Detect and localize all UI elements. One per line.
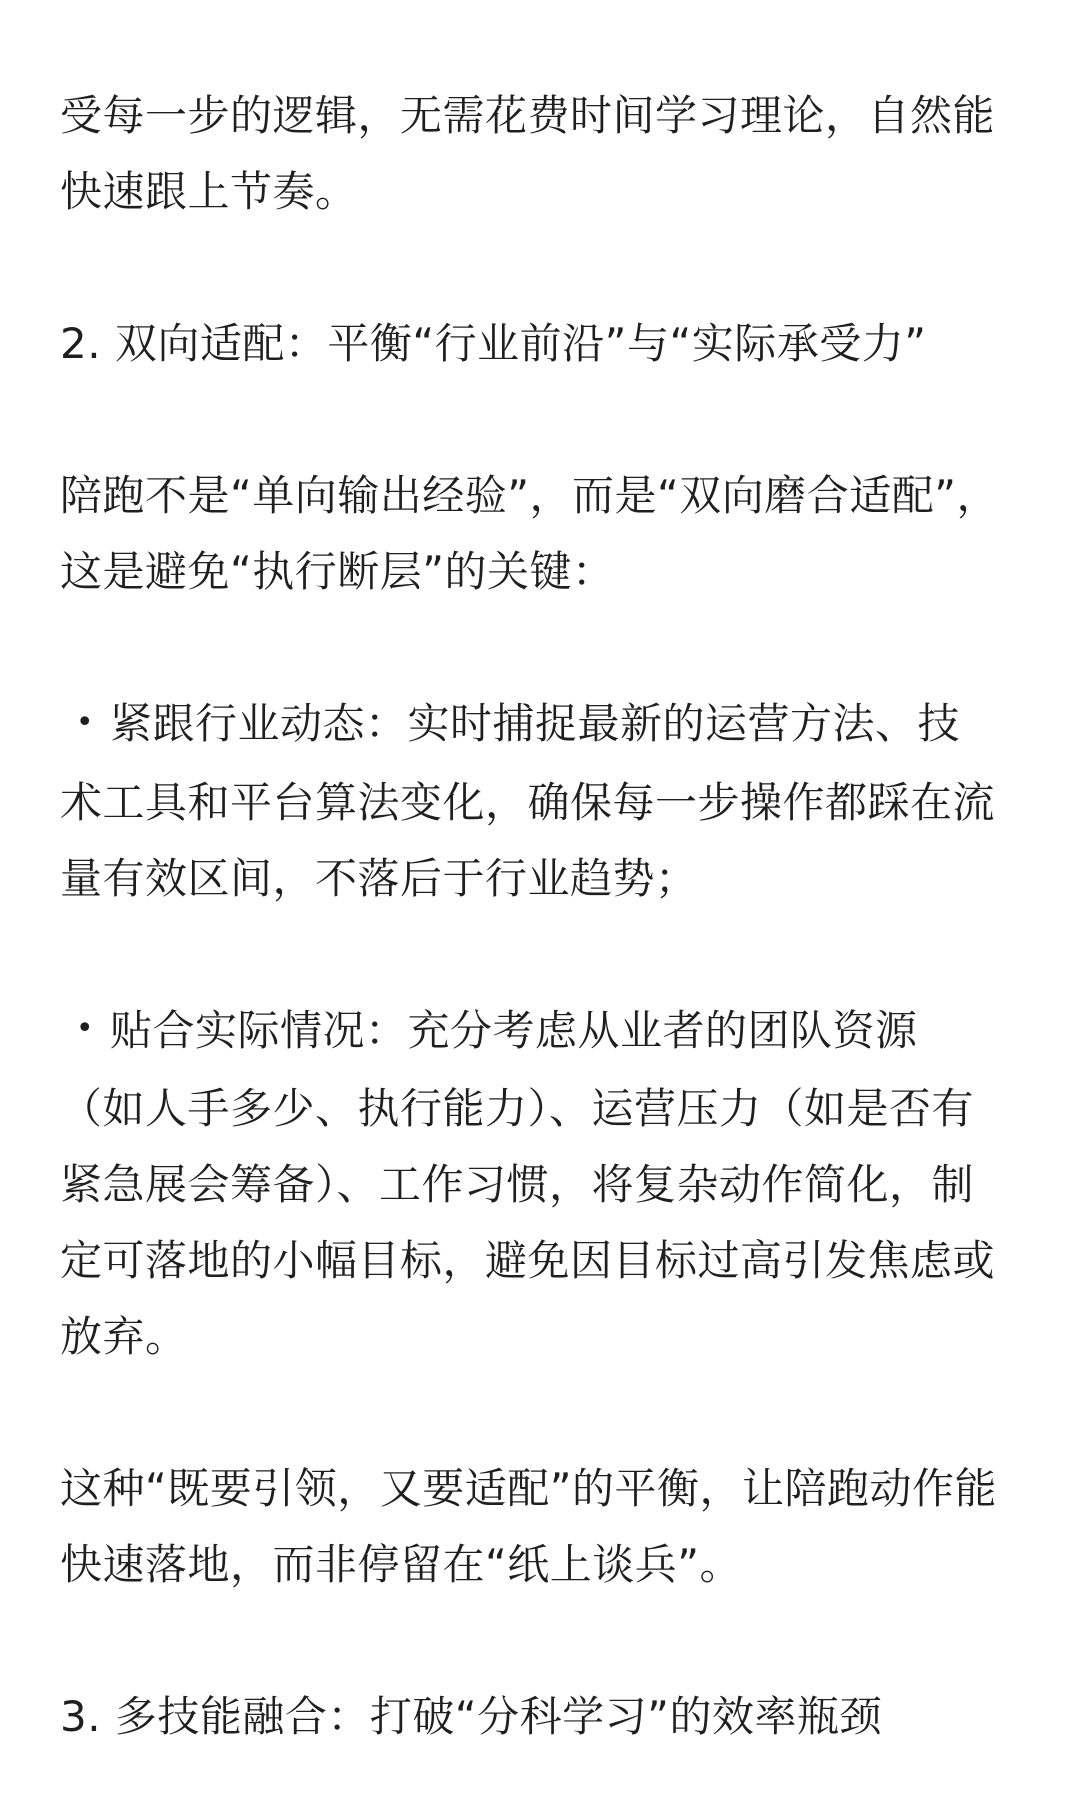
heading-text: 3. 多技能融合：打破“分科学习”的效率瓶颈 xyxy=(60,1692,882,1741)
text-line xyxy=(60,686,1030,765)
text-line: 量有效区间，不落后于行业趋势； xyxy=(60,853,698,903)
bullet-item-actual-situation xyxy=(60,993,1030,1376)
bullet-text: 紧跟行业动态：实时捕捉最新的运营方法、技 xyxy=(110,699,961,748)
text-line: 快速跟上节奏。 xyxy=(60,167,358,216)
text-line: 这是避免“执行断层”的关键： xyxy=(60,547,615,596)
text-line xyxy=(60,993,1030,1072)
text-line: 术工具和平台算法变化，确保每一步操作都踩在流 xyxy=(60,777,996,827)
article-body xyxy=(60,78,1030,1755)
section-heading-2 xyxy=(60,306,1030,382)
paragraph-gap xyxy=(60,1375,1030,1451)
section-heading-3 xyxy=(60,1679,1030,1755)
text-line: 陪跑不是“单向输出经验”，而是“双向磨合适配”， xyxy=(60,471,1000,520)
heading-text: 2. 双向适配：平衡“行业前沿”与“实际承受力” xyxy=(60,319,927,368)
paragraph-intro-continuation xyxy=(60,78,1030,230)
bullet-text: 贴合实际情况：充分考虑从业者的团队资源 xyxy=(110,1005,918,1055)
bullet-dot-icon: • xyxy=(75,1011,95,1046)
text-line: 这种“既要引领，又要适配”的平衡，让陪跑动作能 xyxy=(60,1464,998,1513)
paragraph-gap xyxy=(60,382,1030,458)
text-line: 紧急展会筹备）、工作习惯，将复杂动作简化，制 xyxy=(60,1160,975,1209)
text-line: 放弃。 xyxy=(60,1312,188,1361)
bullet-item-industry-trends xyxy=(60,686,1030,917)
text-line: （如人手多少、执行能力）、运营压力（如是否有 xyxy=(60,1084,975,1133)
paragraph-gap xyxy=(60,610,1030,686)
paragraph-gap xyxy=(60,230,1030,306)
paragraph-gap xyxy=(60,917,1030,993)
bullet-dot-icon: • xyxy=(75,704,95,740)
paragraph-balance xyxy=(60,1451,1030,1603)
paragraph-adaptation xyxy=(60,458,1030,610)
text-line: 定可落地的小幅目标，避免因目标过高引发焦虑或 xyxy=(60,1236,996,1285)
text-line: 受每一步的逻辑，无需花费时间学习理论，自然能 xyxy=(60,91,996,140)
paragraph-gap xyxy=(60,1603,1030,1679)
text-line: 快速落地，而非停留在“纸上谈兵”。 xyxy=(60,1540,743,1589)
